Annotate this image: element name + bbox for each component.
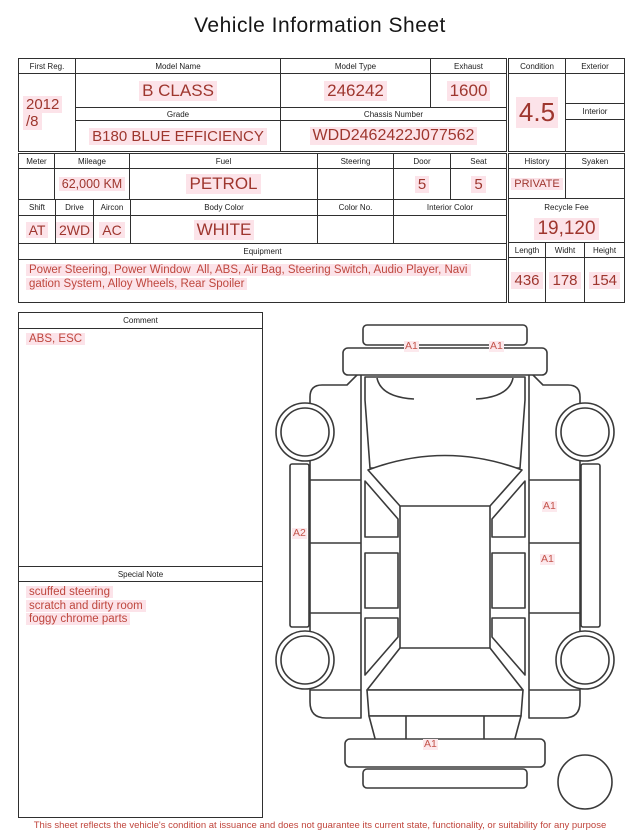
steering-value	[318, 169, 394, 199]
comment-box	[18, 312, 263, 818]
comment-label: Comment	[19, 313, 262, 329]
equipment-value	[19, 260, 506, 302]
grade-value: B180 BLUE EFFICIENCY	[76, 121, 281, 151]
rear-bumper-strip	[363, 769, 527, 788]
equipment-line1: Power Steering, Power Window All, ABS, Air Bag, Steering Switch, Audio Player, Navi	[26, 264, 471, 276]
width-label: Widht	[546, 243, 585, 257]
meter-value	[19, 169, 55, 199]
special-note-line: scuffed steering	[26, 586, 113, 598]
condition-value: 4.5	[509, 74, 565, 151]
page-title: Vehicle Information Sheet	[194, 14, 446, 37]
mileage-label: Mileage	[55, 154, 130, 168]
interior-value	[566, 120, 624, 151]
interior-label: Interior	[566, 104, 624, 120]
exterior-label: Exterior	[566, 59, 624, 74]
recycle-fee-value: 19,120	[509, 215, 624, 243]
model-type-label: Model Type	[281, 59, 431, 73]
damage-label-front-left: A1	[405, 340, 418, 352]
damage-label-front-right: A1	[490, 340, 503, 352]
chassis-number-value: WDD2462422J077562	[281, 121, 506, 151]
special-note-label: Special Note	[19, 566, 262, 582]
door-value: 5	[394, 169, 451, 199]
comment-text: ABS, ESC	[19, 329, 262, 566]
equipment-label: Equipment	[19, 244, 506, 260]
door-label: Door	[394, 154, 451, 168]
grade-label: Grade	[76, 108, 281, 120]
hood	[365, 377, 525, 468]
history-block	[508, 153, 625, 303]
model-type-value: 246242	[281, 74, 431, 107]
windshield	[368, 456, 522, 507]
steering-label: Steering	[318, 154, 394, 168]
aircon-value: AC	[94, 216, 131, 243]
model-name-value: B CLASS	[76, 74, 281, 107]
equipment-line2: gation System, Alloy Wheels, Rear Spoiler	[26, 278, 247, 290]
mileage-value: 62,000 KM	[55, 169, 130, 199]
color-no-label: Color No.	[318, 200, 394, 215]
first-reg-column	[19, 59, 76, 151]
damage-label-right-rear-door: A1	[541, 553, 554, 565]
drive-label: Drive	[56, 200, 94, 215]
body-color-value: WHITE	[131, 216, 318, 243]
height-value: 154	[585, 258, 624, 302]
disclaimer-text: This sheet reflects the vehicle's condition at issuance and does not guarantee its current state, functionality, or suitability for any purpose	[33, 820, 607, 831]
damage-label-right-front-door: A1	[543, 500, 556, 512]
condition-label: Condition	[509, 59, 565, 74]
damage-label-rear: A1	[424, 738, 437, 750]
drive-value: 2WD	[56, 216, 94, 243]
spec-table	[18, 153, 507, 303]
first-reg-value	[19, 74, 75, 151]
special-note-text	[19, 582, 262, 817]
width-value: 178	[546, 258, 585, 302]
exhaust-value: 1600	[431, 74, 506, 107]
meter-label: Meter	[19, 154, 55, 168]
recycle-fee-label: Recycle Fee	[544, 202, 589, 212]
body-color-label: Body Color	[131, 200, 318, 215]
history-value: PRIVATE	[509, 169, 566, 198]
car-diagram	[270, 315, 635, 815]
damage-label-left-side: A2	[293, 527, 306, 539]
rear-bumper	[345, 739, 545, 767]
shift-value: AT	[19, 216, 56, 243]
exterior-value	[566, 74, 624, 104]
height-label: Height	[592, 245, 617, 255]
fuel-label: Fuel	[130, 154, 318, 168]
trunk	[367, 690, 523, 716]
length-label: Length	[509, 243, 546, 257]
model-name-label: Model Name	[76, 59, 281, 73]
special-note-line: foggy chrome parts	[26, 613, 130, 625]
syaken-value	[566, 169, 624, 198]
vehicle-identity-table	[18, 58, 507, 152]
seat-value: 5	[451, 169, 506, 199]
identity-right	[76, 59, 506, 151]
seat-label: Seat	[470, 156, 487, 166]
first-reg-month: /8	[23, 113, 42, 130]
rear-window	[367, 648, 523, 690]
syaken-label: Syaken	[581, 156, 609, 166]
first-reg-label: First Reg.	[19, 59, 75, 74]
interior-color-value	[394, 216, 506, 243]
spare-tire	[558, 755, 612, 809]
history-label: History	[509, 154, 566, 168]
interior-color-label: Interior Color	[426, 203, 474, 212]
special-note-line: scratch and dirty room	[26, 600, 146, 612]
chassis-number-label: Chassis Number	[363, 109, 424, 119]
condition-block	[508, 58, 625, 152]
length-value: 436	[509, 258, 546, 302]
front-bumper	[343, 348, 547, 375]
exhaust-label: Exhaust	[454, 61, 483, 71]
shift-label: Shift	[19, 200, 56, 215]
color-no-value	[318, 216, 394, 243]
aircon-label: Aircon	[94, 200, 131, 215]
first-reg-year: 2012	[23, 96, 62, 113]
fuel-value: PETROL	[130, 169, 318, 199]
